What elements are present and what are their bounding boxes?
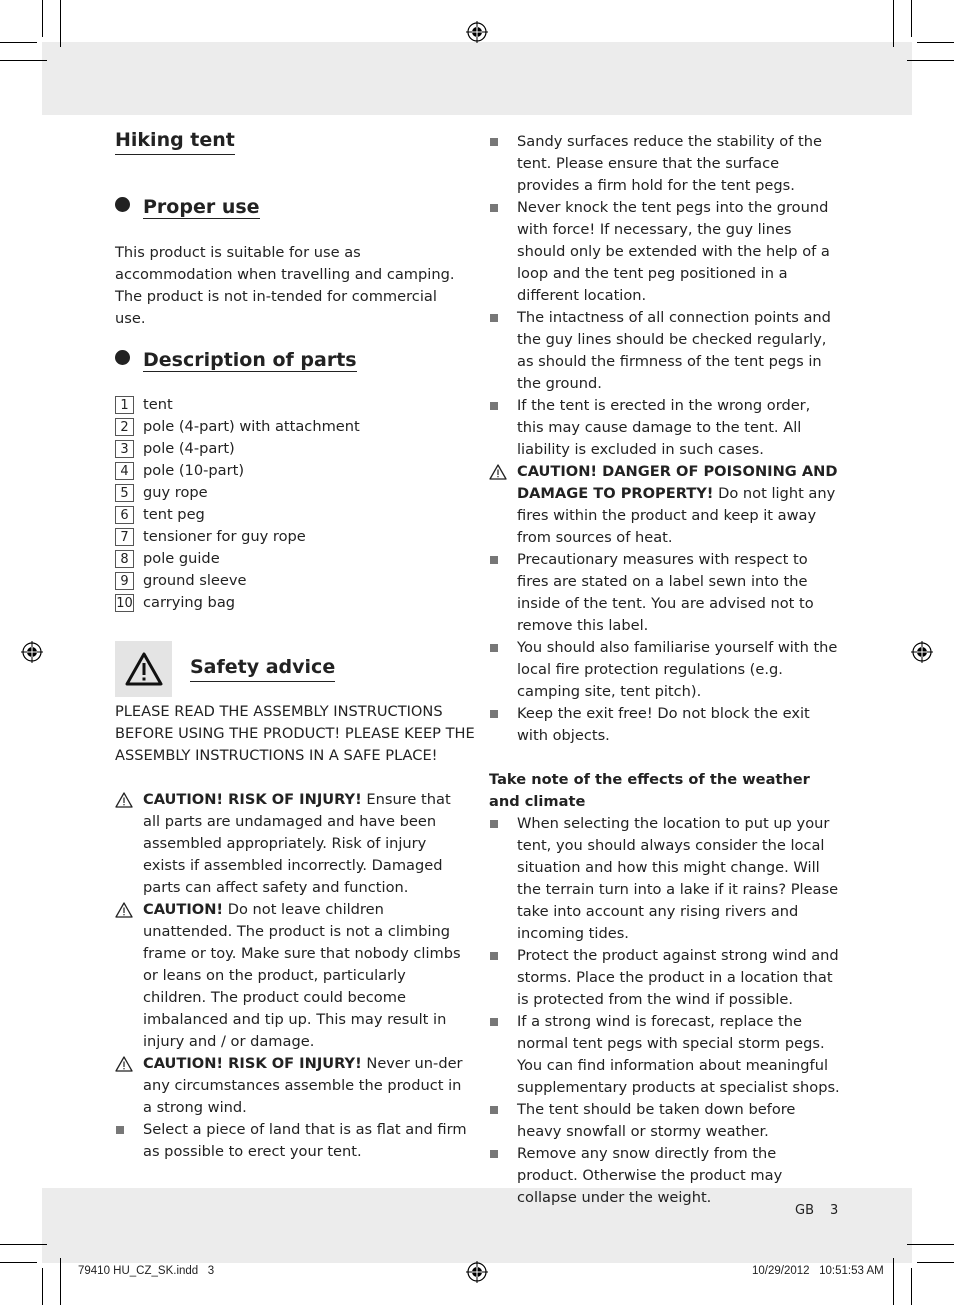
warning-label: CAUTION! RISK OF INJURY!	[143, 1055, 362, 1072]
part-item	[115, 460, 360, 482]
bullet-dot-icon	[115, 197, 130, 212]
warning-triangle-icon	[124, 651, 164, 687]
item-text: Do not leave children unattended. The product is not a climbing frame or toy. Make sure that nobody climbs or leans on the product, particularly children. The product could become imbalanced and tip up. This may result in injury and / or damage.	[143, 901, 461, 1050]
header-band	[42, 42, 912, 115]
part-number: 7	[115, 528, 134, 546]
parts-heading	[115, 346, 357, 374]
part-number: 9	[115, 572, 134, 590]
bullet-item	[489, 637, 841, 703]
slug-timestamp: 10/29/2012 10:51:53 AM	[752, 1265, 884, 1277]
registration-mark-icon	[466, 1261, 488, 1283]
part-label: pole (10-part)	[143, 462, 245, 479]
part-item	[115, 570, 360, 592]
registration-mark-icon	[21, 641, 43, 663]
part-item	[115, 504, 360, 526]
warning-item	[489, 461, 841, 549]
parts-heading-text: Description of parts	[143, 349, 357, 371]
item-text: Sandy surfaces reduce the stability of the tent. Please ensure that the surface provides a firm hold for the tent pegs.	[517, 133, 822, 194]
part-label: pole (4-part) with attachment	[143, 418, 360, 435]
weather-heading: Take note of the effects of the weather and climate	[489, 771, 810, 810]
parts-list	[115, 394, 360, 614]
part-item	[115, 416, 360, 438]
bullet-item	[489, 1099, 841, 1143]
part-item	[115, 526, 360, 548]
registration-mark-icon	[911, 641, 933, 663]
bullet-item	[489, 395, 841, 461]
slug-filename: 79410 HU_CZ_SK.indd 3	[78, 1265, 215, 1277]
part-item	[115, 394, 360, 416]
bullet-square-icon	[489, 395, 509, 417]
part-number: 2	[115, 418, 134, 436]
warning-item	[115, 789, 467, 899]
bullet-item	[489, 813, 841, 945]
part-label: pole guide	[143, 550, 220, 567]
item-text: Remove any snow directly from the product. Otherwise the product may collapse under the weight.	[517, 1145, 783, 1206]
item-text: Ensure that all parts are undamaged and have been assembled appropriately. Risk of injury exists if assembled incorrectly. Damaged parts can affect safety and function.	[143, 791, 451, 896]
item-text: Keep the exit free! Do not block the exit with objects.	[517, 705, 810, 744]
item-text: You should also familiarise yourself with the local fire protection regulations (e.g. camping site, tent pitch).	[517, 639, 838, 700]
warning-triangle-icon	[115, 1056, 133, 1072]
item-text: Select a piece of land that is as flat and firm as possible to erect your tent.	[143, 1121, 467, 1160]
part-number: 5	[115, 484, 134, 502]
item-text: The intactness of all connection points and the guy lines should be checked regularly, as should the firmness of the tent pegs in the ground.	[517, 309, 831, 392]
item-text: Never un-der any circumstances assemble the product in a strong wind.	[143, 1055, 463, 1116]
bullet-square-icon	[489, 945, 509, 967]
part-item	[115, 548, 360, 570]
item-text: Protect the product against strong wind and storms. Place the product in a location that is protected from the wind if possible.	[517, 947, 839, 1008]
bullet-square-icon	[489, 1011, 509, 1033]
bullet-dot-icon	[115, 350, 130, 365]
part-label: pole (4-part)	[143, 440, 235, 457]
item-text: Do not light any fires within the product and keep it away from sources of heat.	[517, 485, 836, 546]
part-label: guy rope	[143, 484, 208, 501]
bullet-item	[489, 549, 841, 637]
page-title: Hiking tent	[115, 126, 235, 155]
part-number: 8	[115, 550, 134, 568]
warning-triangle-icon	[115, 792, 133, 808]
warning-label: CAUTION!	[143, 901, 224, 918]
part-label: tent peg	[143, 506, 205, 523]
left-safety-list	[115, 789, 467, 1163]
part-number: 3	[115, 440, 134, 458]
part-number: 10	[116, 596, 133, 611]
part-label: ground sleeve	[143, 572, 247, 589]
item-text: If a strong wind is forecast, replace the normal tent pegs with special storm pegs. You can find information about meaningful supplementary products at specialist shops.	[517, 1013, 840, 1096]
weather-list	[489, 813, 841, 1209]
right-column	[489, 131, 841, 1209]
page-number: 3	[830, 1203, 839, 1218]
item-text: When selecting the location to put up your tent, you should always consider the local situation and how this might change. Will the terrain turn into a lake if it rains? Please take into account any rising rivers and incoming tides.	[517, 815, 839, 942]
footer-language: GB	[795, 1203, 814, 1218]
item-text: Precautionary measures with respect to fires are stated on a label sewn into the inside of the tent. You are advised not to remove this label.	[517, 551, 814, 634]
part-label: tensioner for guy rope	[143, 528, 306, 545]
bullet-square-icon	[489, 197, 509, 219]
part-label: carrying bag	[143, 594, 236, 611]
bullet-square-icon	[489, 1099, 509, 1121]
bullet-square-icon	[489, 307, 509, 329]
bullet-square-icon	[489, 813, 509, 835]
part-item	[115, 592, 360, 614]
warning-label: CAUTION! RISK OF INJURY!	[143, 791, 362, 808]
bullet-square-icon	[489, 637, 509, 659]
right-safety-list	[489, 131, 841, 747]
bullet-item	[489, 197, 841, 307]
bullet-square-icon	[489, 549, 509, 571]
bullet-item	[489, 703, 841, 747]
bullet-item	[489, 131, 841, 197]
warning-item	[115, 1053, 467, 1119]
proper-use-heading	[115, 193, 260, 221]
part-number: 6	[115, 506, 134, 524]
bullet-square-icon	[489, 703, 509, 725]
warning-label: CAUTION! DANGER OF POISONING AND DAMAGE TO PROPERTY!	[517, 463, 838, 502]
warning-triangle-icon	[115, 902, 133, 918]
warning-item	[115, 899, 467, 1053]
item-text: Never knock the tent pegs into the ground with force! If necessary, the guy lines should only be extended with the help of a loop and the tent peg positioned in a different location.	[517, 199, 830, 304]
proper-use-text: This product is suitable for use as accommodation when travelling and camping. The product is not in-tended for commercial use.	[115, 244, 455, 327]
item-text: The tent should be taken down before heavy snowfall or stormy weather.	[517, 1101, 796, 1140]
part-item	[115, 482, 360, 504]
bullet-square-icon	[489, 1143, 509, 1165]
warning-triangle-icon	[489, 464, 507, 480]
safety-heading: Safety advice	[190, 653, 335, 682]
assembly-notice: PLEASE READ THE ASSEMBLY INSTRUCTIONS BEFORE USING THE PRODUCT! PLEASE KEEP THE ASSEMBLY INSTRUCTIONS IN A SAFE PLACE!	[115, 703, 475, 764]
item-text: If the tent is erected in the wrong order, this may cause damage to the tent. All liability is excluded in such cases.	[517, 397, 811, 458]
bullet-item	[489, 1143, 841, 1209]
bullet-square-icon	[115, 1119, 135, 1141]
part-number: 4	[115, 462, 134, 480]
bullet-item	[489, 945, 841, 1011]
safety-warning-box	[115, 641, 172, 697]
bullet-item	[115, 1119, 467, 1163]
part-number: 1	[115, 396, 134, 414]
bullet-item	[489, 307, 841, 395]
registration-mark-icon	[466, 21, 488, 43]
bullet-item	[489, 1011, 841, 1099]
proper-use-heading-text: Proper use	[143, 196, 260, 218]
part-item	[115, 438, 360, 460]
bullet-square-icon	[489, 131, 509, 153]
part-label: tent	[143, 396, 173, 413]
